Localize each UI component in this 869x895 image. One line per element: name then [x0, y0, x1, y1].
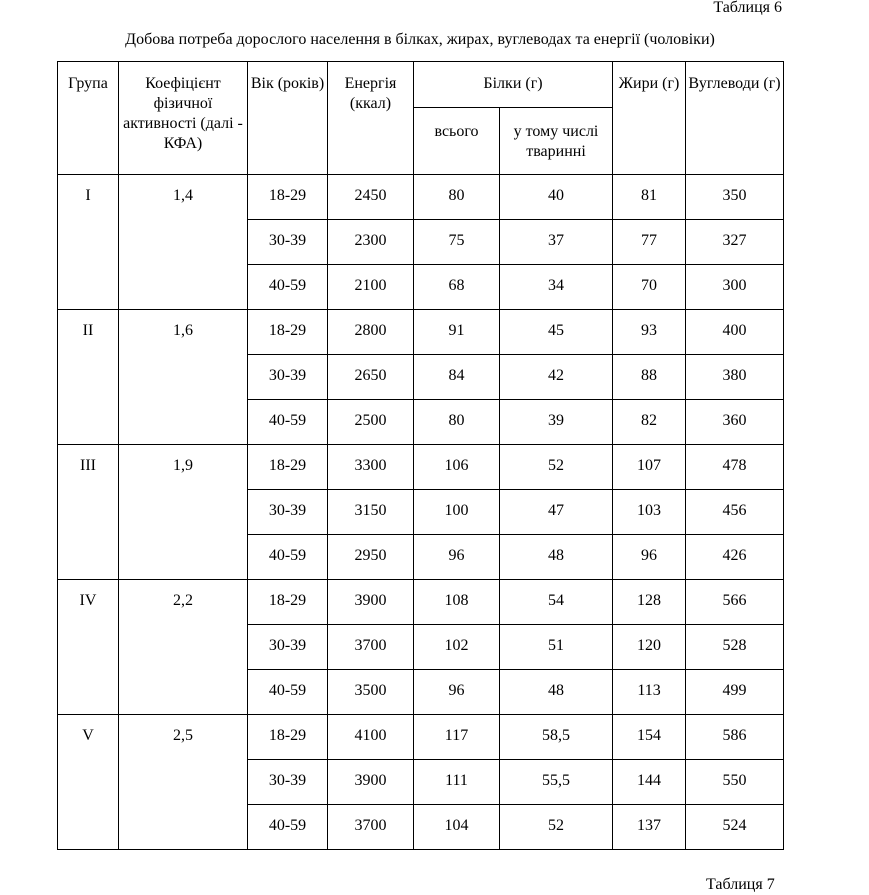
- table-number-label: Таблиця 6: [713, 0, 782, 16]
- kfa-cell: 1,9: [119, 445, 248, 580]
- carbs-cell: 528: [686, 625, 784, 670]
- protein-total-cell: 102: [414, 625, 500, 670]
- fats-cell: 113: [613, 670, 686, 715]
- header-carbs: Вуглеводи (г): [686, 62, 784, 175]
- carbs-cell: 380: [686, 355, 784, 400]
- protein-animal-cell: 52: [500, 445, 613, 490]
- header-group: Група: [58, 62, 119, 175]
- carbs-cell: 478: [686, 445, 784, 490]
- carbs-cell: 400: [686, 310, 784, 355]
- fats-cell: 88: [613, 355, 686, 400]
- next-table-label: Таблиця 7: [706, 876, 775, 893]
- protein-animal-cell: 39: [500, 400, 613, 445]
- age-cell: 30-39: [248, 355, 328, 400]
- energy-cell: 3500: [328, 670, 414, 715]
- group-cell: II: [58, 310, 119, 445]
- header-energy: Енергія (ккал): [328, 62, 414, 175]
- protein-total-cell: 100: [414, 490, 500, 535]
- table-row: [58, 175, 784, 220]
- protein-animal-cell: 54: [500, 580, 613, 625]
- carbs-cell: 360: [686, 400, 784, 445]
- protein-animal-cell: 40: [500, 175, 613, 220]
- age-cell: 40-59: [248, 535, 328, 580]
- age-cell: 40-59: [248, 670, 328, 715]
- energy-cell: 3700: [328, 625, 414, 670]
- age-cell: 40-59: [248, 400, 328, 445]
- kfa-cell: 2,5: [119, 715, 248, 850]
- protein-animal-cell: 37: [500, 220, 613, 265]
- header-proteins-total: всього: [414, 108, 500, 175]
- energy-cell: 4100: [328, 715, 414, 760]
- carbs-cell: 456: [686, 490, 784, 535]
- table-header: [58, 62, 784, 175]
- energy-cell: 2100: [328, 265, 414, 310]
- group-cell: IV: [58, 580, 119, 715]
- header-kfa: Коефіцієнт фізичної активності (далі - КФА): [119, 62, 248, 175]
- group-cell: III: [58, 445, 119, 580]
- age-cell: 40-59: [248, 265, 328, 310]
- fats-cell: 128: [613, 580, 686, 625]
- protein-animal-cell: 45: [500, 310, 613, 355]
- protein-total-cell: 108: [414, 580, 500, 625]
- protein-animal-cell: 55,5: [500, 760, 613, 805]
- kfa-cell: 1,4: [119, 175, 248, 310]
- fats-cell: 70: [613, 265, 686, 310]
- age-cell: 18-29: [248, 175, 328, 220]
- energy-cell: 2950: [328, 535, 414, 580]
- energy-cell: 3300: [328, 445, 414, 490]
- fats-cell: 81: [613, 175, 686, 220]
- fats-cell: 82: [613, 400, 686, 445]
- age-cell: 30-39: [248, 490, 328, 535]
- protein-total-cell: 106: [414, 445, 500, 490]
- protein-animal-cell: 34: [500, 265, 613, 310]
- energy-cell: 2500: [328, 400, 414, 445]
- header-proteins-animal: у тому числі тваринні: [500, 108, 613, 175]
- protein-animal-cell: 48: [500, 670, 613, 715]
- protein-total-cell: 75: [414, 220, 500, 265]
- fats-cell: 107: [613, 445, 686, 490]
- fats-cell: 77: [613, 220, 686, 265]
- table-caption: Добова потреба дорослого населення в білках, жирах, вуглеводах та енергії (чоловіки): [125, 31, 715, 48]
- energy-cell: 3700: [328, 805, 414, 850]
- header-age: Вік (років): [248, 62, 328, 175]
- nutrition-table: [57, 61, 784, 850]
- fats-cell: 144: [613, 760, 686, 805]
- energy-cell: 3900: [328, 580, 414, 625]
- protein-animal-cell: 48: [500, 535, 613, 580]
- protein-animal-cell: 58,5: [500, 715, 613, 760]
- table-row: [58, 715, 784, 760]
- fats-cell: 93: [613, 310, 686, 355]
- protein-total-cell: 96: [414, 670, 500, 715]
- group-cell: I: [58, 175, 119, 310]
- energy-cell: 2450: [328, 175, 414, 220]
- protein-total-cell: 80: [414, 400, 500, 445]
- energy-cell: 2800: [328, 310, 414, 355]
- header-proteins: Білки (г): [414, 62, 613, 108]
- protein-animal-cell: 42: [500, 355, 613, 400]
- table-body: [58, 175, 784, 850]
- fats-cell: 154: [613, 715, 686, 760]
- energy-cell: 3150: [328, 490, 414, 535]
- age-cell: 30-39: [248, 760, 328, 805]
- table-row: [58, 310, 784, 355]
- energy-cell: 2650: [328, 355, 414, 400]
- carbs-cell: 524: [686, 805, 784, 850]
- energy-cell: 2300: [328, 220, 414, 265]
- age-cell: 18-29: [248, 310, 328, 355]
- protein-total-cell: 84: [414, 355, 500, 400]
- carbs-cell: 586: [686, 715, 784, 760]
- group-cell: V: [58, 715, 119, 850]
- energy-cell: 3900: [328, 760, 414, 805]
- age-cell: 18-29: [248, 715, 328, 760]
- protein-animal-cell: 51: [500, 625, 613, 670]
- fats-cell: 96: [613, 535, 686, 580]
- carbs-cell: 566: [686, 580, 784, 625]
- fats-cell: 103: [613, 490, 686, 535]
- age-cell: 40-59: [248, 805, 328, 850]
- age-cell: 18-29: [248, 445, 328, 490]
- carbs-cell: 327: [686, 220, 784, 265]
- protein-total-cell: 80: [414, 175, 500, 220]
- age-cell: 30-39: [248, 220, 328, 265]
- kfa-cell: 2,2: [119, 580, 248, 715]
- protein-total-cell: 104: [414, 805, 500, 850]
- protein-total-cell: 91: [414, 310, 500, 355]
- header-fats: Жири (г): [613, 62, 686, 175]
- table-row: [58, 580, 784, 625]
- protein-animal-cell: 47: [500, 490, 613, 535]
- carbs-cell: 550: [686, 760, 784, 805]
- age-cell: 30-39: [248, 625, 328, 670]
- carbs-cell: 300: [686, 265, 784, 310]
- kfa-cell: 1,6: [119, 310, 248, 445]
- fats-cell: 120: [613, 625, 686, 670]
- protein-total-cell: 117: [414, 715, 500, 760]
- carbs-cell: 499: [686, 670, 784, 715]
- carbs-cell: 426: [686, 535, 784, 580]
- table-row: [58, 445, 784, 490]
- carbs-cell: 350: [686, 175, 784, 220]
- protein-total-cell: 96: [414, 535, 500, 580]
- fats-cell: 137: [613, 805, 686, 850]
- protein-total-cell: 68: [414, 265, 500, 310]
- age-cell: 18-29: [248, 580, 328, 625]
- protein-animal-cell: 52: [500, 805, 613, 850]
- protein-total-cell: 111: [414, 760, 500, 805]
